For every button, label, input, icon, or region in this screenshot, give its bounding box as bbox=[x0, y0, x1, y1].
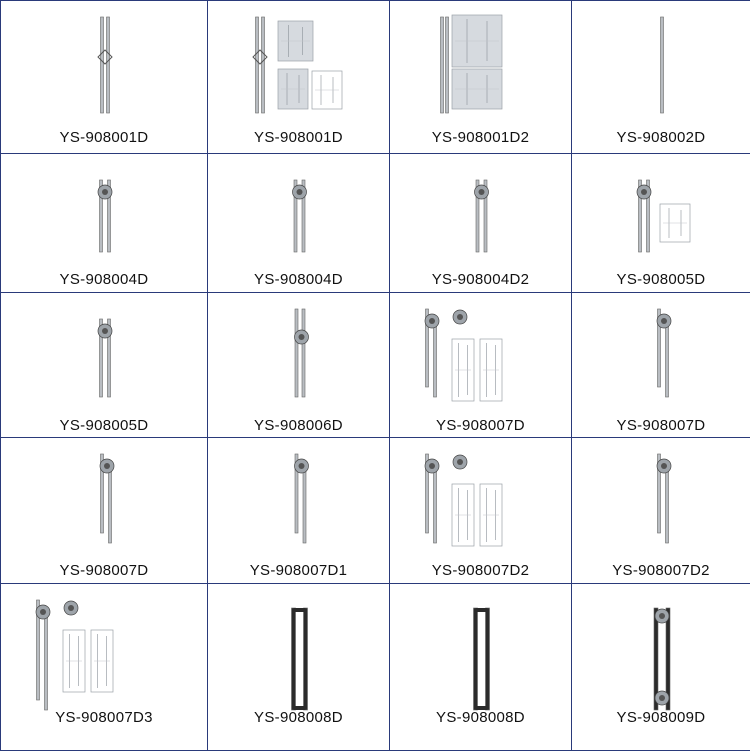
handle-bar bbox=[302, 309, 305, 397]
spec-drawing bbox=[452, 484, 474, 546]
diamond-connector-icon bbox=[253, 50, 267, 64]
spec-drawing bbox=[660, 204, 690, 242]
spec-drawing bbox=[91, 630, 113, 692]
product-card[interactable] bbox=[207, 0, 390, 154]
handle-bar bbox=[434, 462, 437, 543]
handle-bar bbox=[486, 608, 490, 710]
product-card[interactable] bbox=[389, 437, 572, 584]
product-code: YS-908001D bbox=[254, 129, 343, 146]
spec-drawing bbox=[480, 484, 502, 546]
product-code: YS-908004D bbox=[254, 271, 343, 288]
knob-icon bbox=[295, 330, 309, 344]
knob-icon bbox=[98, 324, 112, 338]
product-code: YS-908006D bbox=[254, 417, 343, 434]
handle-bar bbox=[101, 17, 104, 113]
knob-icon bbox=[637, 185, 651, 199]
spec-drawing bbox=[480, 339, 502, 401]
product-card[interactable] bbox=[389, 0, 572, 154]
product-card[interactable] bbox=[207, 583, 390, 751]
handle-bar bbox=[256, 17, 259, 113]
knob-icon bbox=[64, 601, 78, 615]
knob-icon bbox=[98, 185, 112, 199]
product-code: YS-908007D2 bbox=[431, 562, 530, 579]
spec-drawing bbox=[278, 21, 313, 61]
knob-icon bbox=[100, 459, 114, 473]
product-code: YS-908001D2 bbox=[431, 129, 530, 146]
spec-drawing bbox=[278, 69, 308, 109]
product-card[interactable] bbox=[389, 153, 572, 293]
product-card[interactable] bbox=[571, 0, 750, 154]
product-card[interactable] bbox=[0, 437, 208, 584]
product-card[interactable] bbox=[571, 153, 750, 293]
product-card[interactable] bbox=[0, 0, 208, 154]
knob-icon bbox=[425, 459, 439, 473]
diamond-connector-icon bbox=[98, 50, 112, 64]
handle-bar bbox=[107, 17, 110, 113]
product-card[interactable] bbox=[571, 583, 750, 751]
handle-bar bbox=[666, 462, 669, 543]
knob-icon bbox=[295, 459, 309, 473]
product-card[interactable] bbox=[571, 437, 750, 584]
product-code: YS-908002D bbox=[616, 129, 706, 146]
product-code: YS-908004D2 bbox=[431, 271, 530, 288]
product-card[interactable] bbox=[207, 292, 390, 438]
knob-icon bbox=[655, 691, 669, 705]
spec-drawing bbox=[452, 15, 502, 67]
product-card[interactable] bbox=[389, 292, 572, 438]
crossbar bbox=[476, 608, 488, 612]
product-card[interactable] bbox=[571, 292, 750, 438]
handle-bar bbox=[666, 317, 669, 397]
handle-bar bbox=[661, 17, 664, 113]
product-code: YS-908007D3 bbox=[55, 709, 153, 726]
knob-icon bbox=[657, 314, 671, 328]
knob-icon bbox=[425, 314, 439, 328]
knob-icon bbox=[657, 459, 671, 473]
handle-bar bbox=[434, 317, 437, 397]
product-code: YS-908007D2 bbox=[612, 562, 710, 579]
product-card[interactable] bbox=[207, 153, 390, 293]
knob-icon bbox=[36, 605, 50, 619]
product-code: YS-908004D bbox=[59, 271, 149, 288]
handle-bar bbox=[474, 608, 478, 710]
product-code: YS-908007D bbox=[436, 417, 525, 434]
product-code: YS-908008D bbox=[436, 709, 525, 726]
product-card[interactable] bbox=[207, 437, 390, 584]
handle-bar bbox=[303, 462, 306, 543]
spec-drawing bbox=[312, 71, 342, 109]
product-card[interactable] bbox=[0, 583, 208, 751]
product-code: YS-908009D bbox=[616, 709, 706, 726]
handle-bar bbox=[295, 309, 298, 397]
handle-bar bbox=[109, 462, 112, 543]
product-code: YS-908005D bbox=[616, 271, 706, 288]
knob-icon bbox=[655, 609, 669, 623]
handle-bar bbox=[304, 608, 308, 710]
product-card[interactable] bbox=[0, 153, 208, 293]
knob-icon bbox=[453, 455, 467, 469]
product-code: YS-908008D bbox=[254, 709, 343, 726]
knob-icon bbox=[293, 185, 307, 199]
spec-drawing bbox=[452, 339, 474, 401]
product-code: YS-908007D bbox=[59, 562, 149, 579]
handle-bar bbox=[262, 17, 265, 113]
handle-bar bbox=[446, 17, 449, 113]
product-code: YS-908007D bbox=[616, 417, 706, 434]
crossbar bbox=[294, 608, 306, 612]
product-code: YS-908001D bbox=[59, 129, 149, 146]
product-code: YS-908005D bbox=[59, 417, 149, 434]
product-card[interactable] bbox=[0, 292, 208, 438]
handle-bar bbox=[441, 17, 444, 113]
handle-bar bbox=[292, 608, 296, 710]
handle-bar bbox=[45, 608, 48, 710]
product-card[interactable] bbox=[389, 583, 572, 751]
product-code: YS-908007D1 bbox=[249, 562, 348, 579]
spec-drawing bbox=[63, 630, 85, 692]
spec-drawing bbox=[452, 69, 502, 109]
knob-icon bbox=[453, 310, 467, 324]
knob-icon bbox=[475, 185, 489, 199]
